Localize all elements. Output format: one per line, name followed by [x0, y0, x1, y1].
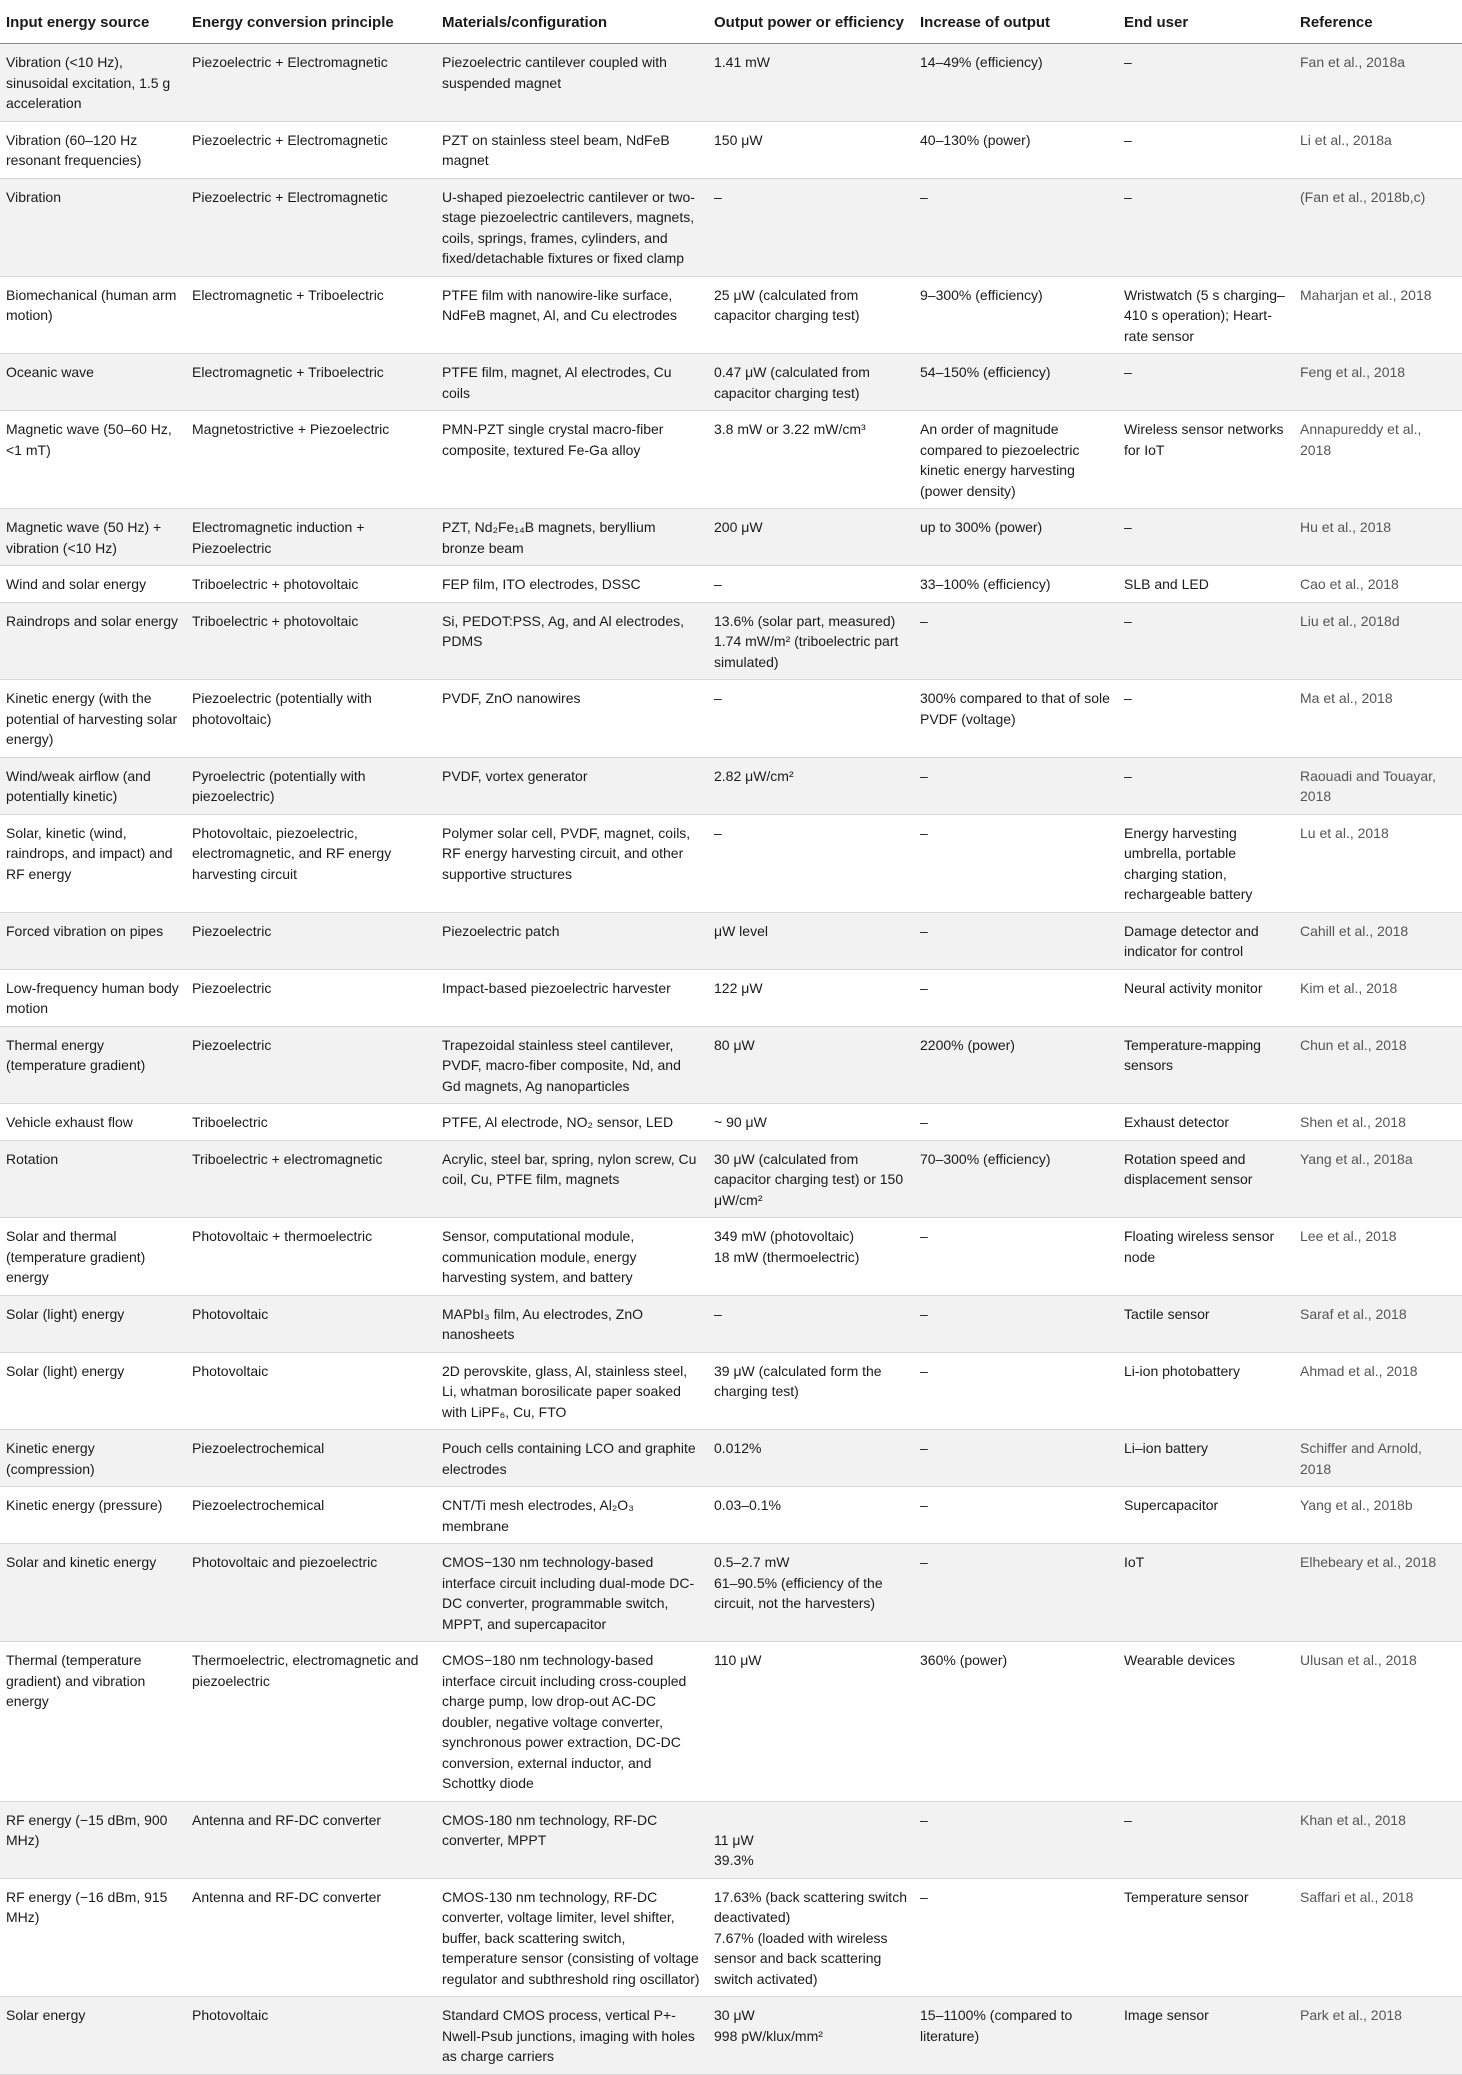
cell-materials: Trapezoidal stainless steel cantilever, PVDF, macro-fiber composite, Nd, and Gd magnets, Ag nanoparticles [436, 1026, 708, 1104]
cell-reference: Saraf et al., 2018 [1294, 1295, 1462, 1352]
cell-increase: – [914, 1544, 1118, 1642]
cell-conversion-principle: Piezoelectrochemical [186, 1487, 436, 1544]
cell-increase: 33–100% (efficiency) [914, 566, 1118, 603]
cell-conversion-principle: Photovoltaic [186, 1295, 436, 1352]
cell-increase: 300% compared to that of sole PVDF (voltage) [914, 680, 1118, 758]
cell-reference: Cahill et al., 2018 [1294, 912, 1462, 969]
cell-increase: – [914, 1801, 1118, 1878]
table-row [0, 566, 1462, 603]
cell-input-energy-source: Kinetic energy (compression) [0, 1430, 186, 1487]
cell-materials: Pouch cells containing LCO and graphite electrodes [436, 1430, 708, 1487]
table-row [0, 1487, 1462, 1544]
cell-input-energy-source: Thermal energy (temperature gradient) [0, 1026, 186, 1104]
cell-end-user: Energy harvesting umbrella, portable charging station, rechargeable battery [1118, 814, 1294, 912]
cell-materials: CMOS−180 nm technology-based interface circuit including cross-coupled charge pump, low drop-out AC-DC doubler, negative voltage converter, synchronous power extraction, DC-DC conversion, external inductor, and Schottky diode [436, 1642, 708, 1802]
header-output-power: Output power or efficiency [708, 0, 914, 44]
cell-reference: Khan et al., 2018 [1294, 1801, 1462, 1878]
cell-output: – [708, 178, 914, 276]
cell-materials: Impact-based piezoelectric harvester [436, 969, 708, 1026]
cell-increase: – [914, 757, 1118, 814]
table-row [0, 1352, 1462, 1430]
cell-increase: – [914, 912, 1118, 969]
cell-reference: Raouadi and Touayar, 2018 [1294, 757, 1462, 814]
cell-end-user: Li-ion photobattery [1118, 1352, 1294, 1430]
cell-conversion-principle: Pyroelectric (potentially with piezoelectric) [186, 757, 436, 814]
cell-increase: 14–49% (efficiency) [914, 44, 1118, 122]
cell-increase: – [914, 178, 1118, 276]
table-row [0, 1218, 1462, 1296]
cell-input-energy-source: Solar (light) energy [0, 1352, 186, 1430]
table-row [0, 354, 1462, 411]
cell-output: 150 μW [708, 121, 914, 178]
cell-output: 0.5–2.7 mW 61–90.5% (efficiency of the circuit, not the harvesters) [708, 1544, 914, 1642]
table-row [0, 1430, 1462, 1487]
cell-reference: Chun et al., 2018 [1294, 1026, 1462, 1104]
cell-materials: Si, PEDOT:PSS, Ag, and Al electrodes, PDMS [436, 602, 708, 680]
header-reference: Reference [1294, 0, 1462, 44]
cell-materials: CMOS-130 nm technology, RF-DC converter, voltage limiter, level shifter, buffer, back scattering switch, temperature sensor (consisting of voltage regulator and subthreshold ring oscillator) [436, 1878, 708, 1997]
cell-materials: Polymer solar cell, PVDF, magnet, coils, RF energy harvesting circuit, and other supportive structures [436, 814, 708, 912]
cell-end-user: Temperature sensor [1118, 1878, 1294, 1997]
cell-increase: 360% (power) [914, 1642, 1118, 1802]
cell-materials: 2D perovskite, glass, Al, stainless steel, Li, whatman borosilicate paper soaked with LiPF₆, Cu, FTO [436, 1352, 708, 1430]
cell-reference: Elhebeary et al., 2018 [1294, 1544, 1462, 1642]
cell-conversion-principle: Thermoelectric, electromagnetic and piezoelectric [186, 1642, 436, 1802]
cell-increase: – [914, 1487, 1118, 1544]
table-row [0, 912, 1462, 969]
cell-reference: Yang et al., 2018a [1294, 1140, 1462, 1218]
cell-reference: Park et al., 2018 [1294, 1997, 1462, 2075]
cell-end-user: – [1118, 178, 1294, 276]
cell-materials: PTFE film with nanowire-like surface, NdFeB magnet, Al, and Cu electrodes [436, 276, 708, 354]
cell-materials: CNT/Ti mesh electrodes, Al₂O₃ membrane [436, 1487, 708, 1544]
cell-increase: – [914, 1430, 1118, 1487]
cell-increase: 70–300% (efficiency) [914, 1140, 1118, 1218]
cell-end-user: SLB and LED [1118, 566, 1294, 603]
cell-end-user: Neural activity monitor [1118, 969, 1294, 1026]
cell-input-energy-source: Solar and thermal (temperature gradient) energy [0, 1218, 186, 1296]
cell-end-user: Li–ion battery [1118, 1430, 1294, 1487]
cell-output: 1.41 mW [708, 44, 914, 122]
cell-output: 200 μW [708, 509, 914, 566]
cell-output: – [708, 680, 914, 758]
header-input-energy-source: Input energy source [0, 0, 186, 44]
cell-materials: PTFE, Al electrode, NO₂ sensor, LED [436, 1104, 708, 1141]
cell-materials: PTFE film, magnet, Al electrodes, Cu coils [436, 354, 708, 411]
cell-materials: Piezoelectric cantilever coupled with suspended magnet [436, 44, 708, 122]
cell-input-energy-source: Kinetic energy (pressure) [0, 1487, 186, 1544]
cell-increase: – [914, 969, 1118, 1026]
cell-input-energy-source: Thermal (temperature gradient) and vibration energy [0, 1642, 186, 1802]
header-increase-of-output: Increase of output [914, 0, 1118, 44]
cell-output: 122 μW [708, 969, 914, 1026]
cell-output: 0.012% [708, 1430, 914, 1487]
cell-output: – [708, 1295, 914, 1352]
cell-conversion-principle: Piezoelectric + Electromagnetic [186, 121, 436, 178]
cell-increase: 40–130% (power) [914, 121, 1118, 178]
cell-reference: Ulusan et al., 2018 [1294, 1642, 1462, 1802]
cell-increase: – [914, 1878, 1118, 1997]
cell-conversion-principle: Triboelectric + photovoltaic [186, 602, 436, 680]
cell-end-user: Exhaust detector [1118, 1104, 1294, 1141]
table-row [0, 178, 1462, 276]
cell-conversion-principle: Triboelectric + electromagnetic [186, 1140, 436, 1218]
table-row [0, 44, 1462, 122]
cell-increase: – [914, 1352, 1118, 1430]
cell-end-user: Image sensor [1118, 1997, 1294, 2075]
cell-increase: 2200% (power) [914, 1026, 1118, 1104]
cell-end-user: Damage detector and indicator for control [1118, 912, 1294, 969]
table-row [0, 1140, 1462, 1218]
cell-reference: Yang et al., 2018b [1294, 1487, 1462, 1544]
table-row [0, 1104, 1462, 1141]
cell-end-user: IoT [1118, 1544, 1294, 1642]
table-row [0, 1878, 1462, 1997]
cell-output: 25 μW (calculated from capacitor charging test) [708, 276, 914, 354]
cell-input-energy-source: Solar (light) energy [0, 1295, 186, 1352]
cell-reference: (Fan et al., 2018b,c) [1294, 178, 1462, 276]
cell-reference: Saffari et al., 2018 [1294, 1878, 1462, 1997]
cell-end-user: – [1118, 757, 1294, 814]
header-end-user: End user [1118, 0, 1294, 44]
cell-input-energy-source: Solar energy [0, 1997, 186, 2075]
cell-input-energy-source: Forced vibration on pipes [0, 912, 186, 969]
cell-output: – [708, 566, 914, 603]
cell-end-user: – [1118, 509, 1294, 566]
cell-materials: PVDF, vortex generator [436, 757, 708, 814]
cell-conversion-principle: Piezoelectric (potentially with photovoltaic) [186, 680, 436, 758]
table-row [0, 121, 1462, 178]
cell-conversion-principle: Antenna and RF-DC converter [186, 1801, 436, 1878]
cell-reference: Kim et al., 2018 [1294, 969, 1462, 1026]
cell-increase: An order of magnitude compared to piezoelectric kinetic energy harvesting (power density) [914, 411, 1118, 509]
cell-increase: – [914, 1295, 1118, 1352]
cell-reference: Ma et al., 2018 [1294, 680, 1462, 758]
cell-end-user: Wristwatch (5 s charging–410 s operation); Heart-rate sensor [1118, 276, 1294, 354]
table-row [0, 1801, 1462, 1878]
cell-input-energy-source: Biomechanical (human arm motion) [0, 276, 186, 354]
cell-input-energy-source: Wind/weak airflow (and potentially kinetic) [0, 757, 186, 814]
cell-materials: PZT, Nd₂Fe₁₄B magnets, beryllium bronze beam [436, 509, 708, 566]
cell-input-energy-source: Vibration (<10 Hz), sinusoidal excitation, 1.5 g acceleration [0, 44, 186, 122]
table-row [0, 1026, 1462, 1104]
cell-reference: Liu et al., 2018d [1294, 602, 1462, 680]
cell-end-user: Wearable devices [1118, 1642, 1294, 1802]
table-row [0, 757, 1462, 814]
cell-conversion-principle: Electromagnetic + Triboelectric [186, 354, 436, 411]
cell-input-energy-source: Oceanic wave [0, 354, 186, 411]
cell-conversion-principle: Antenna and RF-DC converter [186, 1878, 436, 1997]
table-row [0, 1295, 1462, 1352]
table-row [0, 602, 1462, 680]
cell-input-energy-source: Raindrops and solar energy [0, 602, 186, 680]
cell-input-energy-source: Vibration (60–120 Hz resonant frequencies) [0, 121, 186, 178]
cell-input-energy-source: Magnetic wave (50 Hz) + vibration (<10 Hz) [0, 509, 186, 566]
cell-output: 0.47 μW (calculated from capacitor charging test) [708, 354, 914, 411]
cell-materials: PMN-PZT single crystal macro-fiber composite, textured Fe-Ga alloy [436, 411, 708, 509]
cell-end-user: – [1118, 354, 1294, 411]
cell-output: 13.6% (solar part, measured) 1.74 mW/m² (triboelectric part simulated) [708, 602, 914, 680]
cell-output: 2.82 μW/cm² [708, 757, 914, 814]
cell-input-energy-source: Solar, kinetic (wind, raindrops, and impact) and RF energy [0, 814, 186, 912]
cell-reference: Shen et al., 2018 [1294, 1104, 1462, 1141]
cell-input-energy-source: RF energy (−16 dBm, 915 MHz) [0, 1878, 186, 1997]
cell-increase: 9–300% (efficiency) [914, 276, 1118, 354]
header-energy-conversion-principle: Energy conversion principle [186, 0, 436, 44]
cell-end-user: – [1118, 602, 1294, 680]
cell-end-user: – [1118, 44, 1294, 122]
cell-conversion-principle: Piezoelectric + Electromagnetic [186, 178, 436, 276]
cell-output: 349 mW (photovoltaic) 18 mW (thermoelectric) [708, 1218, 914, 1296]
cell-materials: CMOS−130 nm technology-based interface circuit including dual-mode DC-DC converter, programmable switch, MPPT, and supercapacitor [436, 1544, 708, 1642]
cell-input-energy-source: Vibration [0, 178, 186, 276]
cell-output: 110 μW [708, 1642, 914, 1802]
cell-output: ~ 90 μW [708, 1104, 914, 1141]
cell-conversion-principle: Electromagnetic induction + Piezoelectric [186, 509, 436, 566]
cell-reference: Lee et al., 2018 [1294, 1218, 1462, 1296]
cell-output: 30 μW 998 pW/klux/mm² [708, 1997, 914, 2075]
cell-end-user: – [1118, 121, 1294, 178]
cell-materials: Acrylic, steel bar, spring, nylon screw, Cu coil, Cu, PTFE film, magnets [436, 1140, 708, 1218]
cell-conversion-principle: Electromagnetic + Triboelectric [186, 276, 436, 354]
table-row [0, 1642, 1462, 1802]
cell-reference: Hu et al., 2018 [1294, 509, 1462, 566]
cell-conversion-principle: Magnetostrictive + Piezoelectric [186, 411, 436, 509]
cell-input-energy-source: RF energy (−15 dBm, 900 MHz) [0, 1801, 186, 1878]
cell-reference: Annapureddy et al., 2018 [1294, 411, 1462, 509]
cell-output: μW level [708, 912, 914, 969]
cell-increase: 15–1100% (compared to literature) [914, 1997, 1118, 2075]
cell-increase: – [914, 602, 1118, 680]
cell-increase: up to 300% (power) [914, 509, 1118, 566]
cell-reference: Ahmad et al., 2018 [1294, 1352, 1462, 1430]
table-row [0, 276, 1462, 354]
cell-conversion-principle: Piezoelectric [186, 969, 436, 1026]
cell-input-energy-source: Wind and solar energy [0, 566, 186, 603]
cell-output: 17.63% (back scattering switch deactivated) 7.67% (loaded with wireless sensor and back scattering switch activated) [708, 1878, 914, 1997]
cell-materials: PVDF, ZnO nanowires [436, 680, 708, 758]
cell-end-user: Temperature-mapping sensors [1118, 1026, 1294, 1104]
cell-conversion-principle: Photovoltaic and piezoelectric [186, 1544, 436, 1642]
cell-conversion-principle: Photovoltaic, piezoelectric, electromagnetic, and RF energy harvesting circuit [186, 814, 436, 912]
cell-increase: 54–150% (efficiency) [914, 354, 1118, 411]
cell-output: – [708, 814, 914, 912]
cell-output: 30 μW (calculated from capacitor charging test) or 150 μW/cm² [708, 1140, 914, 1218]
cell-materials: CMOS-180 nm technology, RF-DC converter, MPPT [436, 1801, 708, 1878]
cell-output: 80 μW [708, 1026, 914, 1104]
cell-materials: Sensor, computational module, communication module, energy harvesting system, and battery [436, 1218, 708, 1296]
cell-end-user: Supercapacitor [1118, 1487, 1294, 1544]
cell-end-user: Floating wireless sensor node [1118, 1218, 1294, 1296]
table-row [0, 969, 1462, 1026]
cell-reference: Lu et al., 2018 [1294, 814, 1462, 912]
cell-reference: Maharjan et al., 2018 [1294, 276, 1462, 354]
cell-end-user: – [1118, 1801, 1294, 1878]
table-row [0, 1544, 1462, 1642]
table-row [0, 509, 1462, 566]
cell-reference: Feng et al., 2018 [1294, 354, 1462, 411]
cell-conversion-principle: Piezoelectric [186, 912, 436, 969]
table-row [0, 680, 1462, 758]
cell-materials: PZT on stainless steel beam, NdFeB magnet [436, 121, 708, 178]
table-header [0, 0, 1462, 44]
cell-input-energy-source: Solar and kinetic energy [0, 1544, 186, 1642]
cell-materials: FEP film, ITO electrodes, DSSC [436, 566, 708, 603]
cell-conversion-principle: Triboelectric + photovoltaic [186, 566, 436, 603]
cell-output: 39 μW (calculated form the charging test) [708, 1352, 914, 1430]
cell-materials: Piezoelectric patch [436, 912, 708, 969]
cell-conversion-principle: Piezoelectric + Electromagnetic [186, 44, 436, 122]
table-row [0, 814, 1462, 912]
cell-reference: Schiffer and Arnold, 2018 [1294, 1430, 1462, 1487]
cell-output: 3.8 mW or 3.22 mW/cm³ [708, 411, 914, 509]
cell-reference: Fan et al., 2018a [1294, 44, 1462, 122]
table-row [0, 411, 1462, 509]
cell-materials: Standard CMOS process, vertical P+-Nwell-Psub junctions, imaging with holes as charge carriers [436, 1997, 708, 2075]
cell-conversion-principle: Piezoelectrochemical [186, 1430, 436, 1487]
cell-end-user: – [1118, 680, 1294, 758]
cell-output: 11 μW 39.3% [708, 1801, 914, 1878]
cell-materials: MAPbI₃ film, Au electrodes, ZnO nanosheets [436, 1295, 708, 1352]
table-body [0, 44, 1462, 2075]
cell-end-user: Rotation speed and displacement sensor [1118, 1140, 1294, 1218]
cell-input-energy-source: Kinetic energy (with the potential of harvesting solar energy) [0, 680, 186, 758]
table-row [0, 1997, 1462, 2075]
cell-input-energy-source: Rotation [0, 1140, 186, 1218]
cell-input-energy-source: Vehicle exhaust flow [0, 1104, 186, 1141]
cell-conversion-principle: Photovoltaic + thermoelectric [186, 1218, 436, 1296]
cell-conversion-principle: Triboelectric [186, 1104, 436, 1141]
cell-conversion-principle: Photovoltaic [186, 1997, 436, 2075]
cell-increase: – [914, 1104, 1118, 1141]
cell-reference: Li et al., 2018a [1294, 121, 1462, 178]
cell-increase: – [914, 1218, 1118, 1296]
header-row [0, 0, 1462, 44]
cell-end-user: Tactile sensor [1118, 1295, 1294, 1352]
cell-output: 0.03–0.1% [708, 1487, 914, 1544]
cell-input-energy-source: Low-frequency human body motion [0, 969, 186, 1026]
cell-reference: Cao et al., 2018 [1294, 566, 1462, 603]
cell-input-energy-source: Magnetic wave (50–60 Hz, <1 mT) [0, 411, 186, 509]
cell-conversion-principle: Photovoltaic [186, 1352, 436, 1430]
header-materials-configuration: Materials/configuration [436, 0, 708, 44]
cell-increase: – [914, 814, 1118, 912]
cell-end-user: Wireless sensor networks for IoT [1118, 411, 1294, 509]
cell-conversion-principle: Piezoelectric [186, 1026, 436, 1104]
cell-materials: U-shaped piezoelectric cantilever or two-stage piezoelectric cantilevers, magnets, coils, springs, frames, cylinders, and fixed/detachable fixtures or fixed clamp [436, 178, 708, 276]
